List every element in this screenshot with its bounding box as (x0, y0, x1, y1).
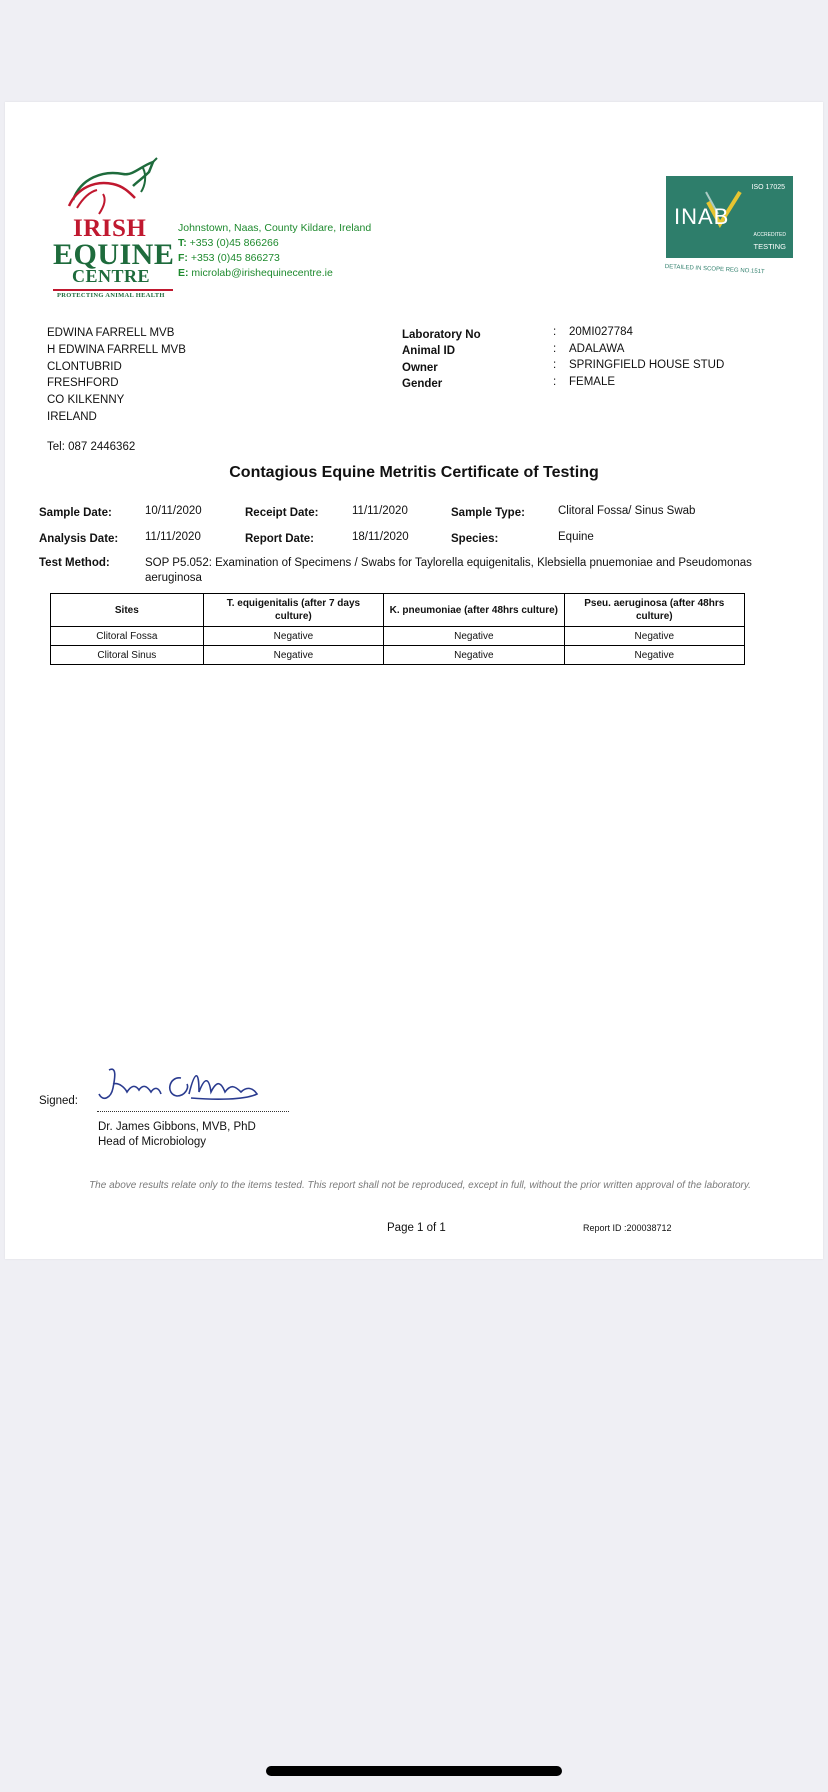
signed-label: Signed: (39, 1095, 79, 1107)
table-cell: Negative (384, 627, 564, 646)
client-address (47, 325, 186, 426)
logo-divider (53, 289, 173, 291)
table-row (51, 646, 745, 665)
client-line: IRELAND (47, 410, 97, 423)
signatory (98, 1120, 256, 1150)
receipt-date-value: 11/11/2020 (352, 505, 408, 517)
certificate-page (5, 102, 823, 1259)
page-number: Page 1 of 1 (387, 1222, 446, 1234)
sample-type-label: Sample Type: (451, 507, 525, 519)
logo-text-centre: CENTRE (72, 266, 151, 286)
report-id: Report ID :200038712 (583, 1223, 672, 1233)
lab-value: FEMALE (569, 375, 616, 388)
logo-tagline: PROTECTING ANIMAL HEALTH (57, 292, 165, 299)
table-cell: Negative (203, 646, 383, 665)
table-row (51, 627, 745, 646)
sample-type-value: Clitoral Fossa/ Sinus Swab (558, 505, 696, 517)
inab-name: INAB (674, 204, 730, 229)
table-cell: Clitoral Fossa (51, 627, 204, 646)
inab-accredited: ACCREDITED (753, 232, 786, 238)
lab-value: SPRINGFIELD HOUSE STUD (569, 359, 725, 372)
sample-date-value: 10/11/2020 (145, 505, 202, 517)
table-cell: Negative (384, 646, 564, 665)
contact-block (178, 221, 371, 281)
column-header: T. equigenitalis (after 7 days culture) (203, 594, 383, 627)
table-cell: Negative (564, 627, 744, 646)
inab-detail: DETAILED IN SCOPE REG NO.151T (664, 264, 765, 276)
table-cell: Negative (564, 646, 744, 665)
lab-info-values (569, 324, 724, 390)
column-header: K. pneumoniae (after 48hrs culture) (384, 594, 564, 627)
test-method-value: SOP P5.052: Examination of Specimens / Swabs for Taylorella equigenitalis, Klebsiella pnuemoniae and Pseudomonas aeruginosa (145, 557, 752, 584)
sample-date-label: Sample Date: (39, 507, 112, 519)
test-method-label: Test Method: (39, 557, 110, 569)
species-label: Species: (451, 533, 499, 545)
table-cell: Negative (203, 627, 383, 646)
client-line: H EDWINA FARRELL MVB (47, 343, 186, 356)
contact-phone: T: +353 (0)45 866266 (178, 237, 279, 249)
column-header: Pseu. aeruginosa (after 48hrs culture) (564, 594, 744, 627)
lab-value: ADALAWA (569, 342, 625, 355)
inab-testing: TESTING (753, 242, 786, 251)
report-date-value: 18/11/2020 (352, 531, 409, 543)
lab-label: Laboratory No (402, 329, 481, 341)
client-line: FRESHFORD (47, 377, 119, 390)
receipt-date-label: Receipt Date: (245, 507, 319, 519)
horse-logo-icon (63, 148, 163, 218)
client-line: CO KILKENNY (47, 394, 125, 407)
home-indicator[interactable] (266, 1766, 562, 1776)
results-table (50, 593, 745, 665)
lab-label: Gender (402, 378, 443, 391)
report-date-label: Report Date: (245, 533, 315, 545)
client-line: EDWINA FARRELL MVB (47, 327, 175, 339)
column-header: Sites (51, 594, 204, 627)
lab-value: 20MI027784 (569, 326, 633, 338)
table-header-row (51, 594, 745, 627)
client-tel: Tel: 087 2446362 (47, 441, 136, 453)
signatory-role: Head of Microbiology (98, 1136, 207, 1148)
lab-label: Animal ID (402, 345, 456, 358)
signature-line (97, 1111, 289, 1112)
certificate-title: Contagious Equine Metritis Certificate of Testing (229, 464, 599, 481)
disclaimer-text: The above results relate only to the items tested. This report shall not be reproduced, except in full, without the prior written approval of the laboratory. (89, 1180, 751, 1191)
signatory-name: Dr. James Gibbons, MVB, PhD (98, 1121, 256, 1133)
analysis-date-label: Analysis Date: (39, 533, 119, 545)
client-line: CLONTUBRID (47, 360, 122, 373)
contact-address: Johnstown, Naas, County Kildare, Ireland (178, 222, 372, 234)
inab-accreditation-badge (666, 176, 793, 258)
lab-info-colons: : : : : (553, 326, 557, 388)
analysis-date-value: 11/11/2020 (145, 531, 201, 543)
handwritten-signature (95, 1064, 265, 1109)
lab-label: Owner (402, 361, 438, 374)
inab-iso: ISO 17025 (751, 184, 785, 191)
contact-fax: F: +353 (0)45 866273 (178, 252, 280, 264)
logo-text-equine: EQUINE (53, 238, 175, 271)
species-value: Equine (558, 531, 594, 543)
table-cell: Clitoral Sinus (51, 646, 204, 665)
lab-info-labels (402, 327, 481, 393)
logo-text-irish: IRISH (73, 215, 147, 242)
contact-email: E: microlab@irishequinecentre.ie (178, 267, 333, 279)
